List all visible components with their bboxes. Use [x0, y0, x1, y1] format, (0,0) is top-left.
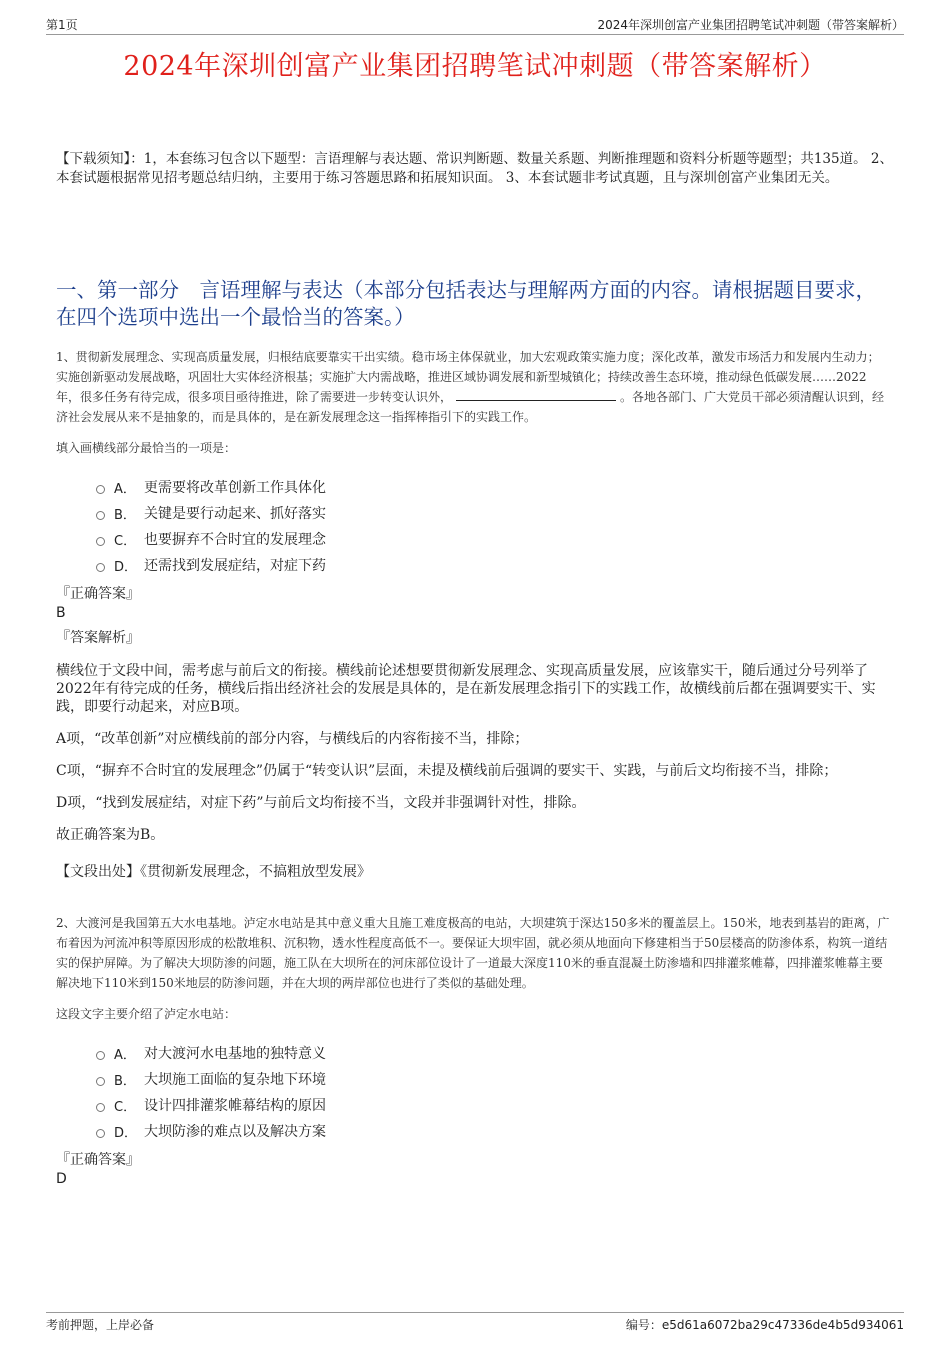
radio-icon[interactable]: [96, 563, 105, 572]
option-c[interactable]: C． 也要摒弃不合时宜的发展理念: [96, 526, 890, 552]
option-a[interactable]: A． 更需要将改革创新工作具体化: [96, 474, 890, 500]
document-title: 2024年深圳创富产业集团招聘笔试冲刺题（带答案解析）: [123, 51, 827, 82]
correct-answer: D: [56, 1171, 67, 1187]
option-b[interactable]: B． 大坝施工面临的复杂地下环境: [96, 1066, 890, 1092]
fill-blank: [456, 388, 616, 401]
analysis-paragraph: 故正确答案为B。: [56, 827, 165, 843]
question-1-stem: 填入画横线部分最恰当的一项是：: [56, 441, 237, 455]
question-1-options: [96, 474, 890, 578]
question-2-options: [96, 1040, 890, 1144]
radio-icon[interactable]: [96, 1051, 105, 1060]
option-d[interactable]: D． 大坝防渗的难点以及解决方案: [96, 1118, 890, 1144]
page-header: [46, 14, 904, 35]
analysis-label: 『答案解析』: [56, 630, 140, 646]
analysis-paragraph: D项，“找到发展症结，对症下药”与前后文均衔接不当，文段并非强调针对性，排除。: [56, 795, 586, 811]
radio-icon[interactable]: [96, 1103, 105, 1112]
download-notice: 【下载须知】：1，本套练习包含以下题型：言语理解与表达题、常识判断题、数量关系题、判断推理题和资料分析题等题型；共135道。 2、本套试题根据常见招考题总结归纳，主要用于练习答题思路和拓展知识面。 3、本套试题非考试真题，且与深圳创富产业集团无关。: [56, 151, 893, 186]
analysis-paragraph: A项，“改革创新”对应横线前的部分内容，与横线后的内容衔接不当，排除；: [56, 731, 529, 747]
analysis-paragraph: C项，“摒弃不合时宜的发展理念”仍属于“转变认识”层面，未提及横线前后强调的要实干、实践，与前后文均衔接不当，排除；: [56, 763, 838, 779]
radio-icon[interactable]: [96, 511, 105, 520]
question-2-text: 2、大渡河是我国第五大水电基地。泸定水电站是其中意义重大且施工难度极高的电站，大坝建筑于深达150多米的覆盖层上。150米，地表到基岩的距离，广布着因为河流冲积等原因形成的松散堆积、沉积物，透水性程度高低不一。要保证大坝牢固，就必须从地面向下修建相当于50层楼高的防渗体系，构筑一道结实的保护屏障。为了解决大坝防渗的问题，施工队在大坝所在的河床部位设计了一道最大深度110米的垂直混凝土防渗墙和四排灌浆帷幕，四排灌浆帷幕主要解决地下110米到150米地层的防渗问题，并在大坝的两岸部位也进行了类似的基础处理。: [56, 916, 890, 990]
option-b[interactable]: B． 关键是要行动起来、抓好落实: [96, 500, 890, 526]
footer-serial: 编号：e5d61a6072ba29c47336de4b5d934061: [625, 1318, 904, 1332]
question-1: [56, 347, 890, 881]
option-d[interactable]: D． 还需找到发展症结，对症下药: [96, 552, 890, 578]
header-doc-name: 2024年深圳创富产业集团招聘笔试冲刺题（带答案解析）: [597, 18, 904, 32]
question-2-stem: 这段文字主要介绍了泸定水电站：: [56, 1007, 237, 1021]
footer-slogan: 考前押题，上岸必备: [46, 1318, 155, 1332]
page-footer: [46, 1312, 904, 1335]
radio-icon[interactable]: [96, 1077, 105, 1086]
section-heading: 一、第一部分 言语理解与表达（本部分包括表达与理解两方面的内容。请根据题目要求，在四个选项中选出一个最恰当的答案。）: [56, 278, 876, 329]
radio-icon[interactable]: [96, 485, 105, 494]
page-number: 第1页: [46, 18, 78, 32]
question-1-text: 1、贯彻新发展理念、实现高质量发展，归根结底要靠实干出实绩。稳市场主体保就业，加大宏观政策实施力度；深化改革，激发市场活力和发展内生动力；实施创新驱动发展战略，巩固壮大实体经济根基；实施扩大内需战略，推进区域协调发展和新型城镇化；持续改善生态环境，推动绿色低碳发展……2022年，很多任务有待完成，很多项目亟待推进，除了需要进一步转变认识外， 。各地各部门、广大党员干部必须清醒认识到，经济社会发展从来不是抽象的，而是具体的，是在新发展理念这一指挥棒指引下的实践工作。: [56, 350, 885, 424]
correct-answer-label: 『正确答案』: [56, 586, 140, 602]
analysis-paragraph: 横线位于文段中间，需考虑与前后文的衔接。横线前论述想要贯彻新发展理念、实现高质量发展，应该靠实干，随后通过分号列举了2022年有待完成的任务，横线后指出经济社会的发展是具体的，是在新发展理念指引下的实践工作，故横线前后都在强调要实干、实践，即要行动起来，对应B项。: [56, 663, 876, 715]
option-c[interactable]: C． 设计四排灌浆帷幕结构的原因: [96, 1092, 890, 1118]
radio-icon[interactable]: [96, 537, 105, 546]
correct-answer-label: 『正确答案』: [56, 1152, 140, 1168]
text-source: 【文段出处】《贯彻新发展理念，不搞粗放型发展》: [56, 864, 371, 880]
option-a[interactable]: A． 对大渡河水电基地的独特意义: [96, 1040, 890, 1066]
correct-answer: B: [56, 605, 66, 621]
radio-icon[interactable]: [96, 1129, 105, 1138]
question-2: [56, 913, 890, 1188]
